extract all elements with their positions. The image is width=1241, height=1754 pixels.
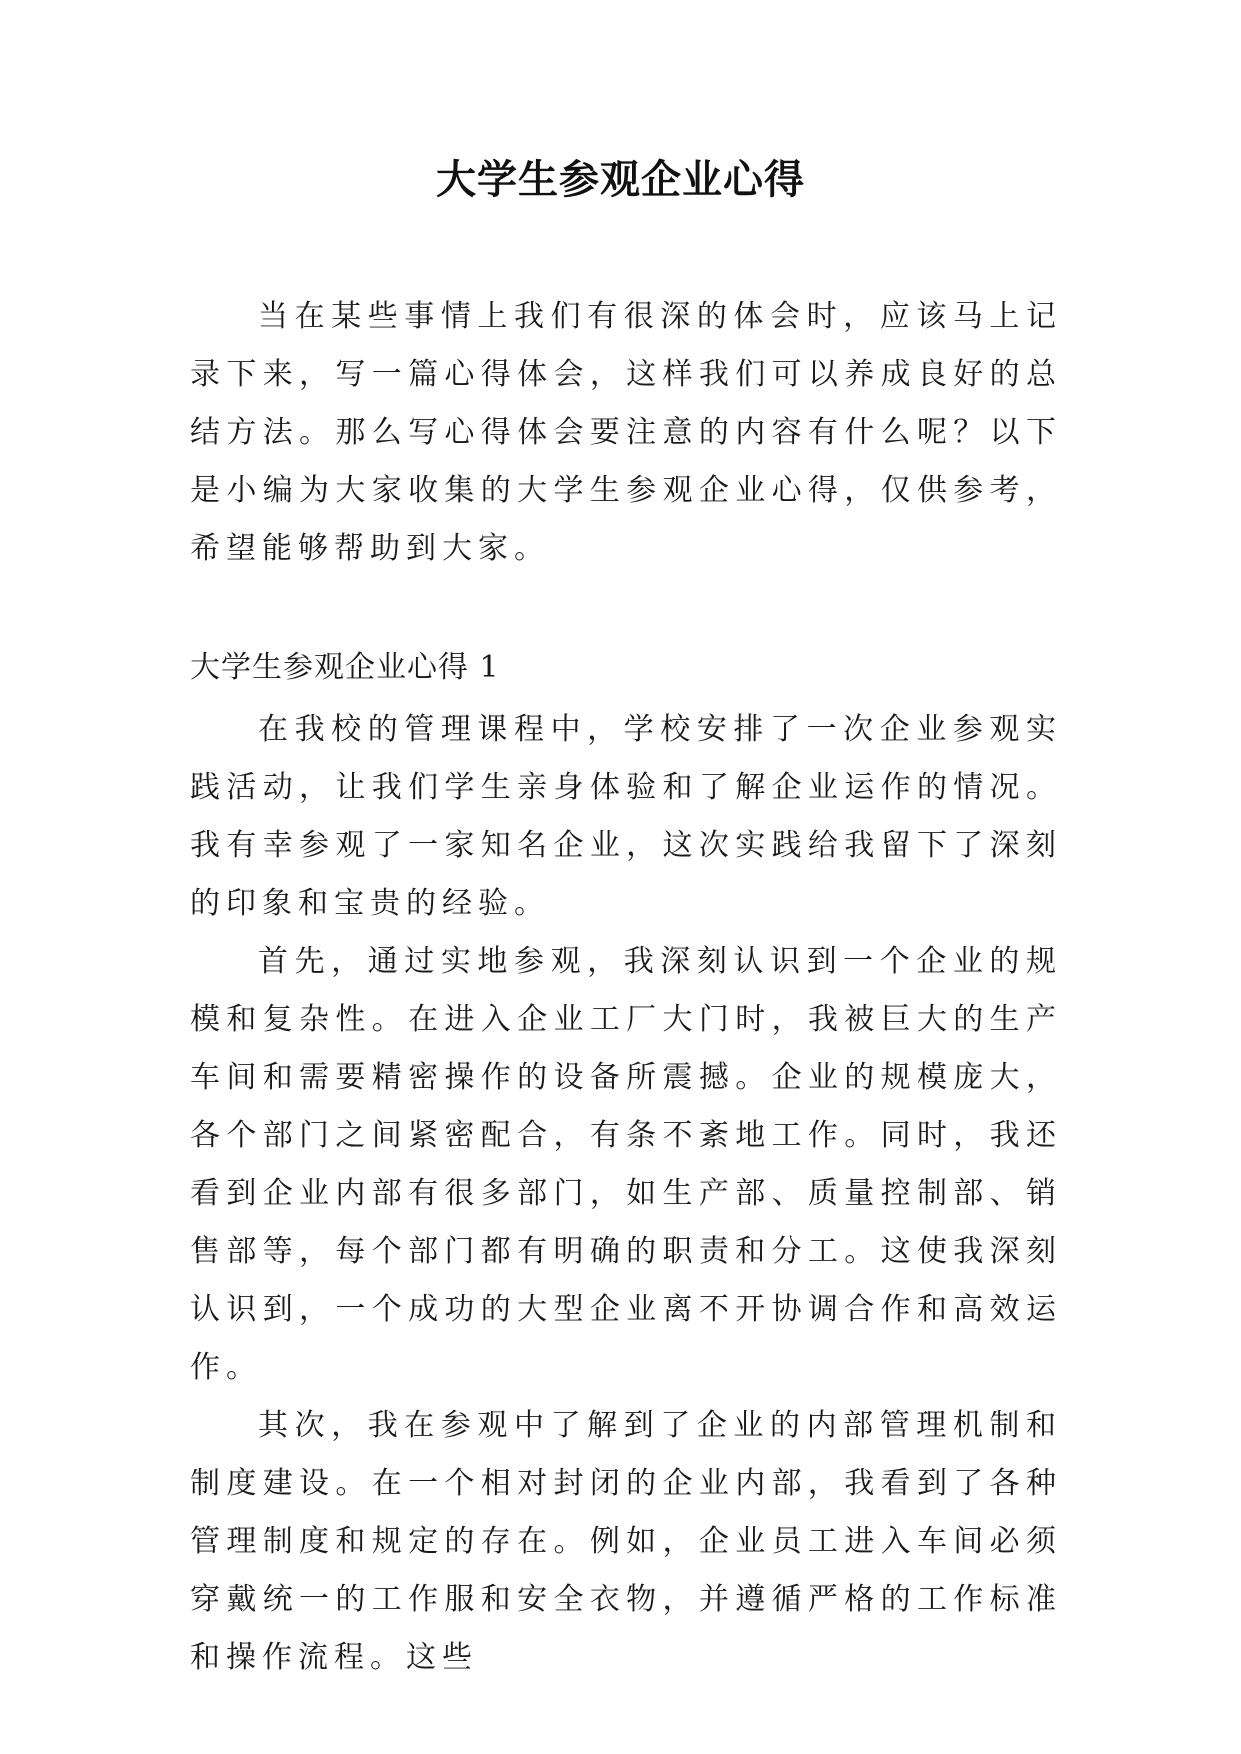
body-paragraph: 首先，通过实地参观，我深刻认识到一个企业的规模和复杂性。在进入企业工厂大门时，我被巨大的生产车间和需要精密操作的设备所震撼。企业的规模庞大，各个部门之间紧密配合，有条不紊地工作。同时，我还看到企业内部有很多部门，如生产部、质量控制部、销售部等，每个部门都有明确的职责和分工。这使我深刻认识到，一个成功的大型企业离不开协调合作和高效运作。 <box>190 944 1062 1385</box>
body-paragraph: 在我校的管理课程中，学校安排了一次企业参观实践活动，让我们学生亲身体验和了解企业运作的情况。我有幸参观了一家知名企业，这次实践给我留下了深刻的印象和宝贵的经验。 <box>190 712 1062 921</box>
intro-paragraph: 当在某些事情上我们有很深的体会时，应该马上记录下来，写一篇心得体会，这样我们可以养成良好的总结方法。那么写心得体会要注意的内容有什么呢？以下是小编为大家收集的大学生参观企业心得，仅供参考，希望能够帮助到大家。 <box>190 299 1062 566</box>
section-heading: 大学生参观企业心得 1 <box>190 650 500 685</box>
section-1 <box>190 639 1062 1687</box>
body-paragraph: 其次，我在参观中了解到了企业的内部管理机制和制度建设。在一个相对封闭的企业内部，我看到了各种管理制度和规定的存在。例如，企业员工进入车间必须穿戴统一的工作服和安全衣物，并遵循严格的工作标准和操作流程。这些 <box>190 1408 1062 1675</box>
intro-block <box>190 288 1062 578</box>
document-title: 大学生参观企业心得 <box>436 157 805 203</box>
